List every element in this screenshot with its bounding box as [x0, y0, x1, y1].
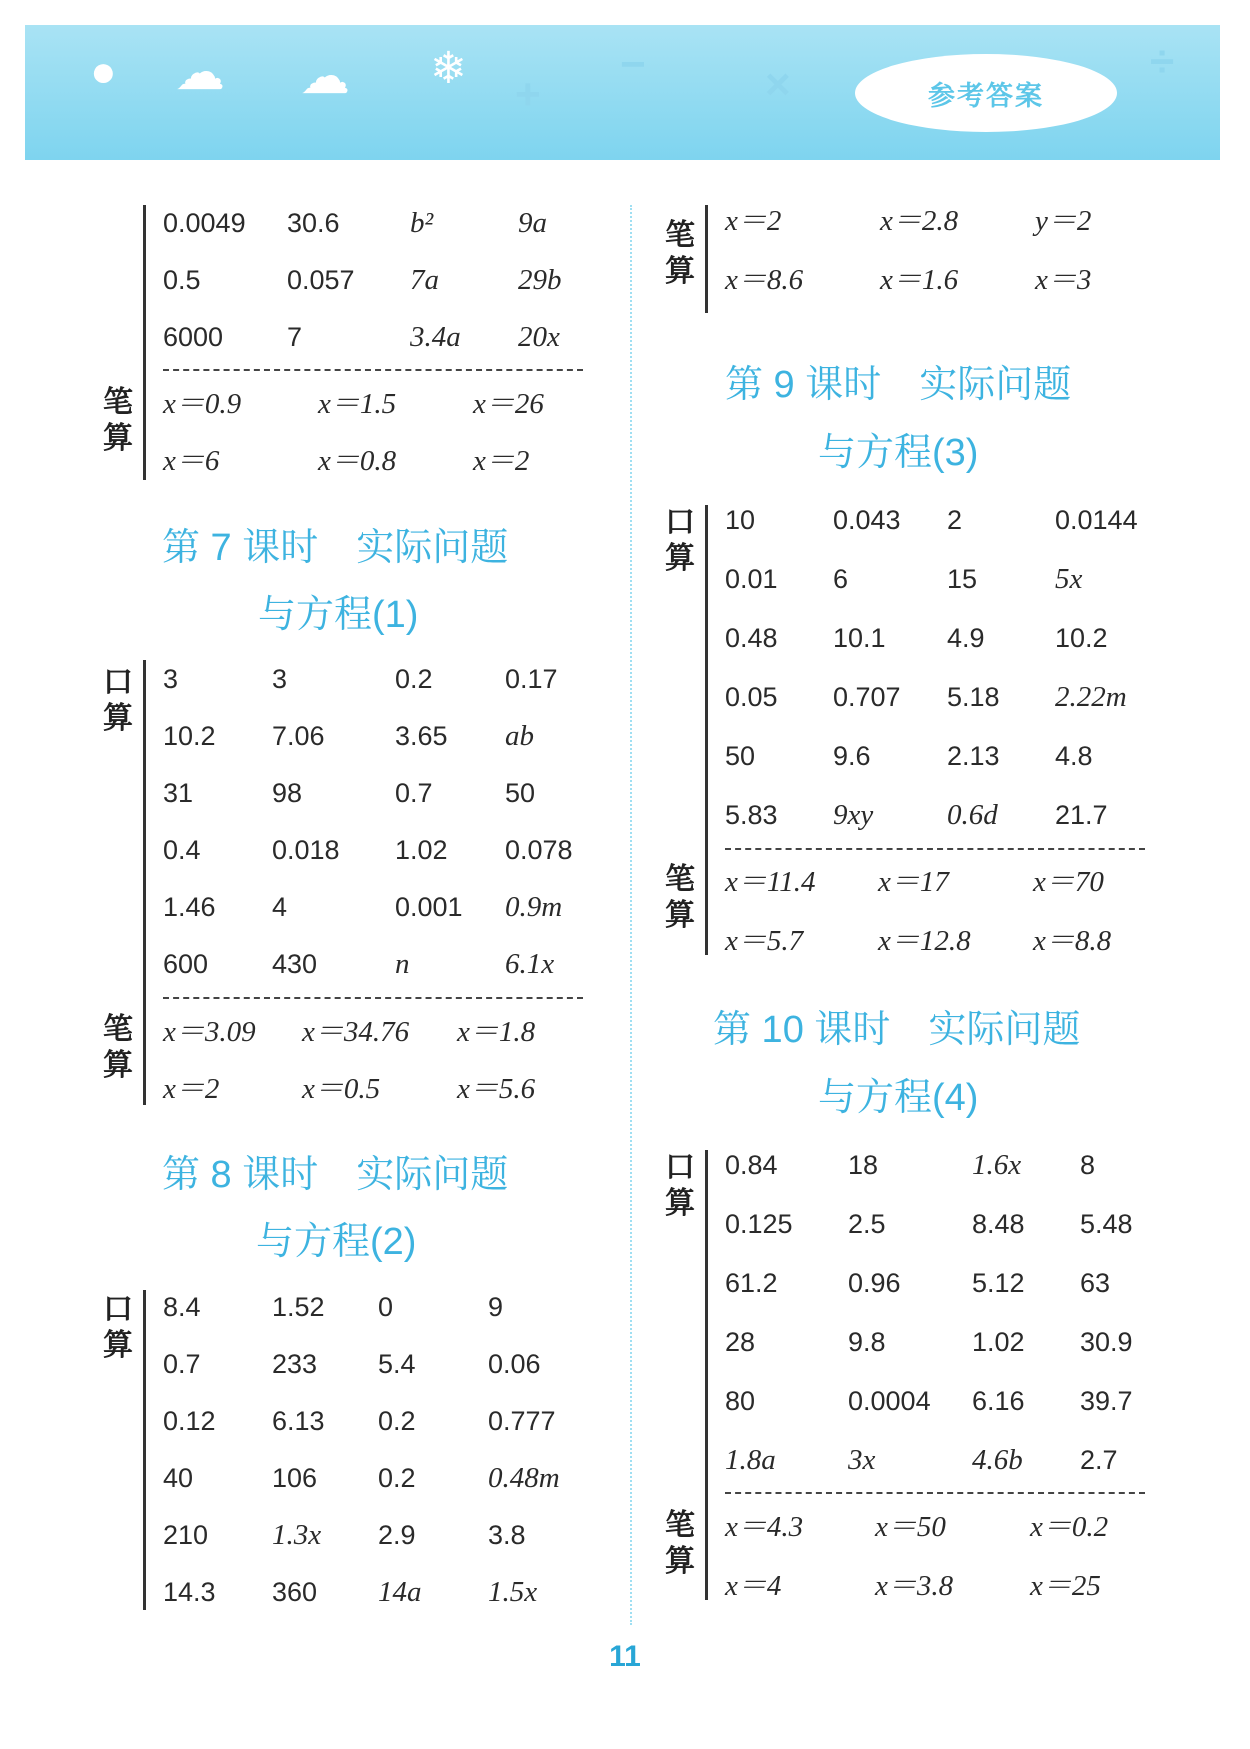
- bisuan-label: 笔算: [103, 1012, 133, 1083]
- answer-cell: x＝0.8: [318, 445, 397, 477]
- answer-cell: 0.707: [833, 682, 901, 712]
- lesson-8-bar: [143, 1290, 146, 1610]
- answer-cell: 0.0144: [1055, 505, 1138, 535]
- lesson-subtitle: 与方程(1): [258, 594, 419, 636]
- answer-cell: 0.5: [163, 265, 201, 295]
- dashed-separator: [725, 1492, 1145, 1494]
- answer-cell: b²: [410, 207, 434, 239]
- answer-cell: 80: [725, 1386, 756, 1416]
- answer-cell: 0.0004: [848, 1386, 931, 1416]
- answer-cell: x＝6: [163, 445, 220, 477]
- answer-cell: 0.043: [833, 505, 901, 535]
- answer-cell: x＝1.5: [318, 388, 397, 420]
- answer-cell: 15: [947, 564, 978, 594]
- lesson-10-bar: [705, 1150, 708, 1600]
- answer-cell: 3: [163, 664, 179, 694]
- answer-cell: 0.9m: [505, 891, 563, 923]
- answer-cell: 0.48: [725, 623, 778, 653]
- answer-cell: y＝2: [1035, 205, 1092, 237]
- answer-cell: 1.46: [163, 892, 216, 922]
- answer-cell: 14.3: [163, 1577, 216, 1607]
- answer-cell: 10.2: [1055, 623, 1108, 653]
- answer-cell: 40: [163, 1463, 194, 1493]
- answer-cell: 2.7: [1080, 1445, 1118, 1475]
- answer-cell: 39.7: [1080, 1386, 1133, 1416]
- answer-cell: 3.8: [488, 1520, 526, 1550]
- answer-cell: 0.6d: [947, 799, 998, 831]
- rain-cloud-icon: ☁: [300, 48, 350, 104]
- answer-cell: x＝3.09: [163, 1016, 256, 1048]
- kousuan-label: 口算: [103, 665, 133, 736]
- answer-cell: 430: [272, 949, 318, 979]
- answer-cell: 0.2: [395, 664, 433, 694]
- lesson-title: 第 9 课时 实际问题: [725, 364, 1072, 406]
- answer-cell: 9xy: [833, 799, 874, 831]
- answer-cell: 0: [378, 1292, 394, 1322]
- answer-cell: 0.4: [163, 835, 201, 865]
- answer-cell: x＝70: [1033, 866, 1104, 898]
- answer-cell: 10: [725, 505, 756, 535]
- answer-cell: 0.96: [848, 1268, 901, 1298]
- answer-cell: 0.05: [725, 682, 778, 712]
- bisuan-label: 笔算: [103, 385, 133, 456]
- answer-cell: 5x: [1055, 563, 1083, 595]
- answer-cell: 0.078: [505, 835, 573, 865]
- bisuan-label: 笔算: [665, 1508, 695, 1579]
- divide-icon: ÷: [1150, 37, 1175, 86]
- cloud-sun-icon: ☁: [175, 44, 225, 100]
- column-divider: [630, 205, 632, 1625]
- answer-cell: 8: [1080, 1150, 1096, 1180]
- answer-cell: n: [395, 948, 410, 980]
- answer-cell: ab: [505, 720, 534, 752]
- bisuan-label: 笔算: [665, 218, 695, 289]
- answer-cell: 30.9: [1080, 1327, 1133, 1357]
- lesson-title: 第 10 课时 实际问题: [713, 1009, 1081, 1051]
- kousuan-label: 口算: [103, 1292, 133, 1363]
- answer-cell: 5.48: [1080, 1209, 1133, 1239]
- answer-cell: x＝12.8: [878, 925, 971, 957]
- answer-cell: 3x: [848, 1444, 876, 1476]
- answer-cell: 600: [163, 949, 209, 979]
- answer-cell: 4.9: [947, 623, 985, 653]
- answer-cell: x＝11.4: [725, 866, 816, 898]
- answer-cell: 20x: [518, 321, 560, 353]
- answer-cell: 3.4a: [410, 321, 461, 353]
- answer-cell: 8.4: [163, 1292, 201, 1322]
- answer-cell: 9: [488, 1292, 504, 1322]
- answer-cell: 1.52: [272, 1292, 325, 1322]
- answer-cell: 106: [272, 1463, 318, 1493]
- answer-cell: x＝2.8: [880, 205, 959, 237]
- answer-cell: 0.7: [395, 778, 433, 808]
- answer-cell: 10.1: [833, 623, 886, 653]
- answer-cell: 2.9: [378, 1520, 416, 1550]
- answer-cell: 3: [272, 664, 288, 694]
- page-number: 11: [609, 1640, 641, 1673]
- dashed-separator: [725, 848, 1145, 850]
- answer-cell: 6000: [163, 322, 224, 352]
- answer-cell: 0.01: [725, 564, 778, 594]
- answer-cell: x＝1.6: [880, 264, 959, 296]
- answer-cell: 3.65: [395, 721, 448, 751]
- answer-cell: 0.057: [287, 265, 355, 295]
- kousuan-label: 口算: [665, 505, 695, 576]
- minus-icon: −: [620, 40, 646, 89]
- lesson-subtitle: 与方程(3): [818, 432, 979, 474]
- dashed-separator: [163, 997, 583, 999]
- answer-cell: 9a: [518, 207, 547, 239]
- answer-cell: 5.18: [947, 682, 1000, 712]
- answer-cell: 0.7: [163, 1349, 201, 1379]
- answer-key-badge: [855, 54, 1117, 132]
- answer-cell: 28: [725, 1327, 756, 1357]
- answer-cell: 21.7: [1055, 800, 1108, 830]
- answer-cell: 63: [1080, 1268, 1111, 1298]
- answer-cell: 5.83: [725, 800, 778, 830]
- answer-cell: 4.8: [1055, 741, 1093, 771]
- answer-cell: x＝26: [473, 388, 544, 420]
- answer-cell: 0.84: [725, 1150, 778, 1180]
- lesson-9-bar: [705, 505, 708, 955]
- answer-cell: 6.13: [272, 1406, 325, 1436]
- lesson-title: 第 7 课时 实际问题: [162, 527, 509, 569]
- answer-cell: x＝5.7: [725, 925, 804, 957]
- lesson-subtitle: 与方程(2): [256, 1221, 417, 1263]
- answer-cell: 8.48: [972, 1209, 1025, 1239]
- answer-cell: x＝8.6: [725, 264, 804, 296]
- answer-cell: x＝2: [163, 1073, 220, 1105]
- badge-label: 参考答案: [928, 80, 1044, 111]
- answer-cell: 98: [272, 778, 303, 808]
- answer-cell: x＝2: [473, 445, 530, 477]
- answer-cell: 1.6x: [972, 1149, 1022, 1181]
- answer-cell: 4: [272, 892, 288, 922]
- answer-cell: 0.001: [395, 892, 463, 922]
- answer-cell: 1.02: [972, 1327, 1025, 1357]
- lesson-7-bar: [143, 660, 146, 1105]
- answer-cell: 7: [287, 322, 303, 352]
- sun-icon: ●: [90, 47, 117, 96]
- kousuan-label: 口算: [665, 1150, 695, 1221]
- answer-cell: 2.13: [947, 741, 1000, 771]
- answer-cell: 31: [163, 778, 194, 808]
- answer-cell: 1.5x: [488, 1576, 538, 1608]
- right-top-bar: [705, 205, 708, 313]
- answer-cell: 6: [833, 564, 849, 594]
- answer-cell: 7.06: [272, 721, 325, 751]
- answer-cell: 61.2: [725, 1268, 778, 1298]
- answer-cell: x＝25: [1030, 1570, 1101, 1602]
- plus-icon: +: [515, 70, 541, 119]
- answer-cell: x＝3.8: [875, 1570, 954, 1602]
- answer-cell: x＝17: [878, 866, 949, 898]
- answer-cell: 0.125: [725, 1209, 793, 1239]
- answer-cell: 5.4: [378, 1349, 416, 1379]
- left-top-bar: [143, 205, 146, 480]
- answer-cell: x＝0.5: [302, 1073, 381, 1105]
- answer-cell: 0.17: [505, 664, 558, 694]
- answer-cell: 9.8: [848, 1327, 886, 1357]
- answer-cell: 18: [848, 1150, 879, 1180]
- answer-cell: 0.06: [488, 1349, 541, 1379]
- answer-cell: x＝4.3: [725, 1511, 804, 1543]
- answer-cell: 0.0049: [163, 208, 246, 238]
- answer-cell: 4.6b: [972, 1444, 1023, 1476]
- answer-cell: x＝8.8: [1033, 925, 1112, 957]
- answer-cell: 0.2: [378, 1463, 416, 1493]
- snowflake-icon: ❄: [430, 44, 467, 93]
- answer-cell: 1.3x: [272, 1519, 322, 1551]
- answer-cell: 0.777: [488, 1406, 556, 1436]
- answer-cell: 7a: [410, 264, 439, 296]
- answer-cell: x＝50: [875, 1511, 946, 1543]
- answer-cell: 5.12: [972, 1268, 1025, 1298]
- answer-cell: x＝1.8: [457, 1016, 536, 1048]
- answer-cell: x＝4: [725, 1570, 782, 1602]
- answer-cell: 50: [725, 741, 756, 771]
- times-icon: ×: [765, 60, 791, 109]
- answer-cell: 360: [272, 1577, 318, 1607]
- dashed-separator: [163, 369, 583, 371]
- answer-cell: 0.018: [272, 835, 340, 865]
- answer-cell: x＝0.9: [163, 388, 242, 420]
- answer-cell: 2: [947, 505, 963, 535]
- answer-cell: 0.2: [378, 1406, 416, 1436]
- answer-cell: 1.8a: [725, 1444, 776, 1476]
- answer-cell: 2.5: [848, 1209, 886, 1239]
- answer-cell: x＝34.76: [302, 1016, 410, 1048]
- answer-cell: x＝5.6: [457, 1073, 536, 1105]
- answer-cell: 14a: [378, 1576, 422, 1608]
- answer-cell: x＝0.2: [1030, 1511, 1109, 1543]
- answer-cell: 0.48m: [488, 1462, 560, 1494]
- lesson-title: 第 8 课时 实际问题: [162, 1154, 509, 1196]
- answer-cell: 0.12: [163, 1406, 216, 1436]
- lesson-subtitle: 与方程(4): [818, 1077, 979, 1119]
- answer-cell: 210: [163, 1520, 209, 1550]
- answer-cell: 6.16: [972, 1386, 1025, 1416]
- answer-cell: 9.6: [833, 741, 871, 771]
- bisuan-label: 笔算: [665, 862, 695, 933]
- answer-cell: x＝3: [1035, 264, 1092, 296]
- answer-cell: 10.2: [163, 721, 216, 751]
- answer-cell: 6.1x: [505, 948, 555, 980]
- answer-cell: 2.22m: [1055, 681, 1127, 713]
- answer-cell: 50: [505, 778, 536, 808]
- answer-cell: 1.02: [395, 835, 448, 865]
- answer-cell: 233: [272, 1349, 318, 1379]
- answer-cell: x＝2: [725, 205, 782, 237]
- answer-cell: 30.6: [287, 208, 340, 238]
- answer-cell: 29b: [518, 264, 562, 296]
